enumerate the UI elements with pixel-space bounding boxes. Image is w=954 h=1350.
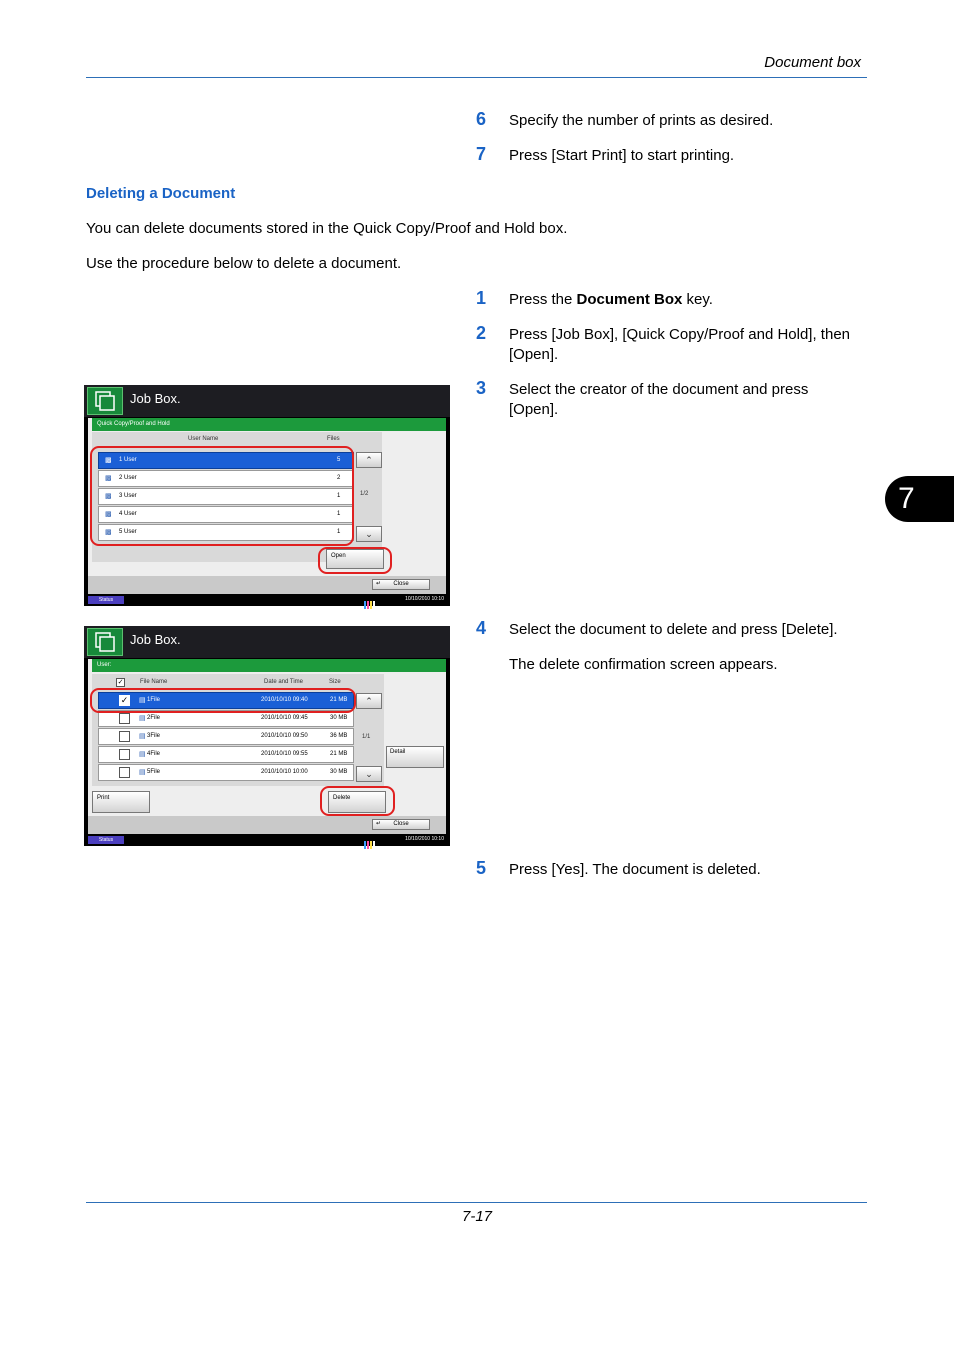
step-text-4: Select the document to delete and press [Delete]. (509, 621, 838, 638)
file-checkbox[interactable] (119, 767, 130, 778)
step-text-2: Press [Job Box], [Quick Copy/Proof and Hold], then [Open]. (509, 326, 851, 363)
step-text-5: Press [Yes]. The document is deleted. (509, 861, 761, 878)
file-row[interactable]: ✓ ▤ 1File 2010/10/10 09:40 21 MB (98, 692, 354, 709)
user-icon: ▩ (105, 493, 112, 500)
column-user-name: User Name (188, 436, 219, 442)
status-bar (84, 834, 450, 846)
column-file-name: File Name (140, 679, 168, 685)
footer-rule (86, 1202, 867, 1203)
step-number-5: 5 (476, 858, 487, 878)
return-icon: ↵ (376, 821, 382, 827)
status-button[interactable]: Status (88, 836, 124, 844)
scroll-up-button[interactable]: ⌃ (356, 452, 382, 468)
step-number-3: 3 (476, 378, 487, 398)
user-row[interactable]: ▩ 2 User 2 (98, 470, 354, 487)
return-icon: ↵ (376, 581, 382, 587)
screen-title-bar (84, 626, 450, 658)
section-heading: Deleting a Document (86, 185, 236, 202)
scroll-down-button[interactable]: ⌄ (356, 526, 382, 542)
box-name-bar: Quick Copy/Proof and Hold (92, 418, 446, 431)
step-number-6: 6 (476, 109, 487, 129)
print-button[interactable]: Print (92, 791, 150, 813)
close-button[interactable]: ↵ Close (372, 819, 430, 830)
close-button[interactable]: ↵ Close (372, 579, 430, 590)
file-row[interactable]: ▤ 2File 2010/10/10 09:45 30 MB (98, 710, 354, 727)
page-indicator: 1/2 (360, 491, 369, 497)
document-icon: ▤ (139, 769, 146, 776)
file-checkbox[interactable]: ✓ (120, 695, 129, 705)
document-box-key-label: Document Box (576, 291, 683, 308)
document-icon: ▤ (139, 733, 146, 740)
select-all-checkbox[interactable]: ✓ (117, 679, 124, 686)
step-number-2: 2 (476, 323, 487, 343)
column-date-time: Date and Time (264, 679, 304, 685)
clock: 10/10/2010 10:10 (405, 836, 444, 842)
user-icon: ▩ (105, 529, 112, 536)
user-name-bar: User: (92, 659, 446, 672)
user-icon: ▩ (105, 457, 112, 464)
job-box-icon (87, 628, 123, 656)
file-row[interactable]: ▤ 3File 2010/10/10 09:50 36 MB (98, 728, 354, 745)
toner-indicator-icon (364, 596, 376, 604)
file-checkbox[interactable] (119, 713, 130, 724)
highlight-selected-file (90, 688, 356, 713)
highlight-user-list (90, 446, 354, 546)
step-text-7: Press [Start Print] to start printing. (509, 147, 735, 164)
screen-title-bar (84, 385, 450, 417)
status-bar (84, 594, 450, 606)
step-number-7: 7 (476, 144, 487, 164)
user-row[interactable]: ▩ 5 User 1 (98, 524, 354, 541)
page-indicator: 1/1 (362, 734, 371, 740)
screenshot-job-box-users (84, 385, 450, 606)
detail-button[interactable]: Detail (386, 746, 444, 768)
user-icon: ▩ (105, 475, 112, 482)
page-number: 7-17 (461, 1208, 493, 1225)
document-icon: ▤ (139, 697, 146, 704)
screen-body (88, 418, 446, 594)
chapter-tab: 7 (885, 476, 954, 522)
scroll-up-button[interactable]: ⌃ (356, 693, 382, 709)
status-button[interactable]: Status (88, 596, 124, 604)
file-row[interactable]: ▤ 5File 2010/10/10 10:00 30 MB (98, 764, 354, 781)
step-number-4: 4 (476, 618, 487, 638)
screenshot-job-box-files (84, 626, 450, 846)
open-button[interactable]: Open (326, 549, 384, 569)
file-checkbox[interactable] (119, 749, 130, 760)
running-header: Document box (764, 54, 861, 71)
file-checkbox[interactable] (119, 731, 130, 742)
highlight-open-button (318, 547, 392, 574)
scroll-down-button[interactable]: ⌄ (356, 766, 382, 782)
highlight-delete-button (320, 786, 395, 816)
column-size: Size (329, 679, 341, 685)
section-paragraph-1: You can delete documents stored in the Quick Copy/Proof and Hold box. (86, 220, 568, 237)
document-icon: ▤ (139, 751, 146, 758)
delete-button[interactable]: Delete (328, 791, 386, 813)
user-row[interactable]: ▩ 4 User 1 (98, 506, 354, 523)
header-rule (86, 77, 867, 78)
column-files: Files (327, 436, 340, 442)
step-text-6: Specify the number of prints as desired. (509, 112, 774, 129)
job-box-icon (87, 387, 123, 415)
screen-title: Job Box. (130, 391, 181, 406)
toner-indicator-icon (364, 836, 376, 844)
document-icon: ▤ (139, 715, 146, 722)
user-row[interactable]: ▩ 3 User 1 (98, 488, 354, 505)
bottom-bar (88, 576, 446, 594)
screen-body (88, 659, 446, 834)
screen-title: Job Box. (130, 632, 181, 647)
file-row[interactable]: ▤ 4File 2010/10/10 09:55 21 MB (98, 746, 354, 763)
section-paragraph-2: Use the procedure below to delete a document. (86, 255, 402, 272)
step-text-3: Select the creator of the document and press [Open]. (509, 381, 809, 418)
user-icon: ▩ (105, 511, 112, 518)
bottom-bar (88, 816, 446, 834)
step-note-4: The delete confirmation screen appears. (509, 656, 778, 673)
user-row[interactable]: ▩ 1 User 5 (98, 452, 354, 469)
clock: 10/10/2010 10:10 (405, 596, 444, 602)
step-text-1: Press the Document Box key. (509, 291, 713, 308)
step-number-1: 1 (476, 288, 487, 308)
